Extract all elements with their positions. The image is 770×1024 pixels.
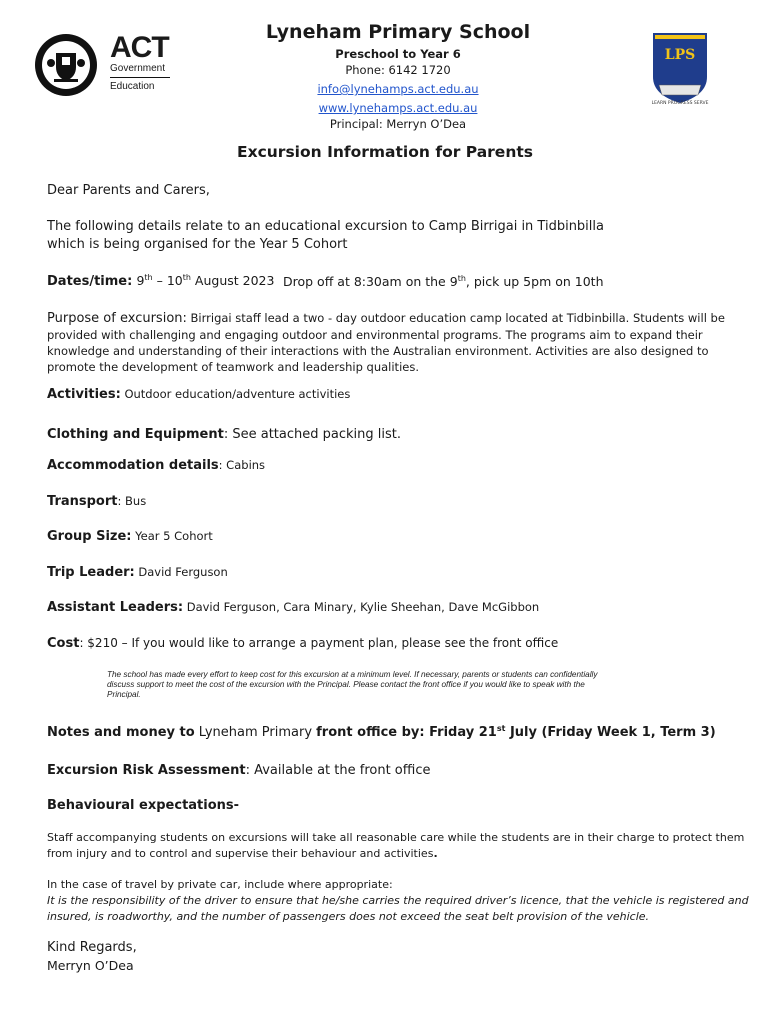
detail-value: David Ferguson [134, 565, 228, 579]
dropoff-text [283, 274, 604, 289]
detail-accommodation [47, 458, 265, 473]
travel-line-2: It is the responsibility of the driver to ensure that he/she carries the required driver’s licence, that the vehicle is registered and [47, 894, 749, 907]
behaviour-line-2-end: . [433, 847, 438, 860]
signoff-regards: Kind Regards, [47, 940, 137, 955]
school-grades: Preschool to Year 6 [335, 47, 461, 61]
greeting: Dear Parents and Carers, [47, 183, 210, 198]
purpose-line-1: Birrigai staff lead a two - day outdoor education camp located at Tidbinbilla. Students will be [190, 311, 725, 325]
risk-assessment-row [47, 763, 430, 778]
notes-due-post: July (Friday Week 1, Term 3) [505, 725, 716, 740]
intro-line-2: which is being organised for the Year 5 Cohort [47, 237, 348, 252]
detail-clothing [47, 423, 401, 442]
detail-label: Activities: [47, 387, 121, 402]
school-crest [645, 27, 715, 117]
dropoff-post: , pick up 5pm on 10th [465, 274, 604, 289]
detail-group-size [47, 529, 213, 544]
detail-value: : Cabins [218, 458, 266, 472]
detail-label: Clothing and Equipment [47, 427, 224, 442]
dates-dash: – 10 [152, 273, 183, 288]
act-line-education: Education [110, 81, 155, 92]
detail-value: Year 5 Cohort [131, 529, 213, 543]
detail-transport [47, 494, 146, 509]
detail-trip-leader [47, 565, 228, 580]
travel-line-3: insured, is roadworthy, and the number of passengers does not exceed the seat belt provision of the vehicle. [47, 910, 650, 923]
notes-mid: Lyneham Primary [194, 725, 317, 740]
dropoff-sup: th [457, 274, 466, 283]
crest-motto: LEARN PROGRESS SERVE [651, 101, 709, 106]
travel-line-1: In the case of travel by private car, include where appropriate: [47, 878, 393, 891]
act-title: ACT [110, 31, 169, 64]
travel-text [47, 877, 749, 925]
detail-value: Outdoor education/adventure activities [120, 387, 351, 401]
notes-label: Notes and money to [47, 725, 195, 740]
dropoff-pre: Drop off at 8:30am on the 9 [283, 274, 458, 289]
detail-value: David Ferguson, Cara Minary, Kylie Sheehan, Dave McGibbon [183, 600, 540, 614]
detail-cost [47, 636, 558, 651]
school-name: Lyneham Primary School [265, 21, 531, 43]
dates-d1: 9 [136, 273, 145, 288]
detail-label: Group Size: [47, 529, 132, 544]
crest-monogram: LPS [664, 47, 696, 63]
risk-label: Excursion Risk Assessment [47, 763, 246, 778]
school-email-link[interactable]: info@lynehamps.act.edu.au [317, 82, 479, 96]
dates-d2-sup: th [182, 273, 191, 282]
disclaimer-line-2: discuss support to meet the cost of the excursion with the Principal. Please contact the front office if you would like to speak with the [107, 680, 585, 689]
dates-month: August 2023 [190, 273, 275, 288]
risk-value: : Available at the front office [245, 763, 431, 778]
dates-label: Dates/time: [47, 274, 133, 289]
cost-disclaimer [107, 670, 667, 700]
school-header [240, 20, 556, 132]
purpose-line-4: promote the development of teamwork and leadership qualities. [47, 360, 419, 374]
detail-value: : $210 – If you would like to arrange a payment plan, please see the front office [79, 636, 559, 650]
notes-money-row [47, 725, 716, 740]
dates-d1-sup: th [144, 273, 153, 282]
school-principal: Principal: Merryn O’Dea [329, 117, 467, 131]
behaviour-text [47, 830, 744, 862]
school-phone: Phone: 6142 1720 [345, 63, 451, 77]
act-logo [34, 33, 174, 97]
detail-label: Cost [47, 636, 80, 651]
notes-due: front office by: Friday 21 [316, 725, 497, 740]
purpose-label: Purpose of excursion: [47, 311, 187, 326]
detail-activities [47, 387, 350, 402]
act-divider [110, 77, 170, 78]
detail-label: Assistant Leaders: [47, 600, 184, 615]
detail-label: Transport [47, 494, 118, 509]
detail-value: : Bus [117, 494, 147, 508]
detail-label: Trip Leader: [47, 565, 135, 580]
notes-due-sup: st [496, 724, 506, 733]
school-website-link[interactable]: www.lynehamps.act.edu.au [318, 101, 478, 115]
intro-line-1: The following details relate to an educational excursion to Camp Birrigai in Tidbinbilla [47, 219, 604, 234]
purpose-line-3: knowledge and understanding of their interactions with the Australian environment. Activities are also designed to [47, 344, 709, 358]
act-line-government: Government [110, 63, 166, 74]
disclaimer-line-1: The school has made every effort to keep cost for this excursion at a minimum level. If necessary, parents or students can confidentially [107, 670, 598, 679]
behaviour-line-1: Staff accompanying students on excursions will take all reasonable care while the students are in their charge to protect them [47, 831, 745, 844]
detail-value: : See attached packing list. [223, 427, 401, 442]
document-title: Excursion Information for Parents [237, 143, 533, 161]
signoff-name: Merryn O’Dea [47, 958, 134, 973]
purpose-block [47, 310, 737, 375]
disclaimer-line-3: Principal. [107, 690, 141, 699]
detail-label: Accommodation details [47, 458, 219, 473]
behaviour-heading: Behavioural expectations- [47, 798, 240, 813]
behaviour-line-2: from injury and to control and supervise their behaviour and activities [47, 847, 434, 860]
act-coat-of-arms-icon [34, 33, 98, 97]
purpose-line-2: provided with challenging and engaging outdoor and environmental programs. The programs aim to expand their [47, 328, 703, 342]
dates-row [47, 273, 274, 289]
detail-assistant-leaders [47, 600, 539, 615]
